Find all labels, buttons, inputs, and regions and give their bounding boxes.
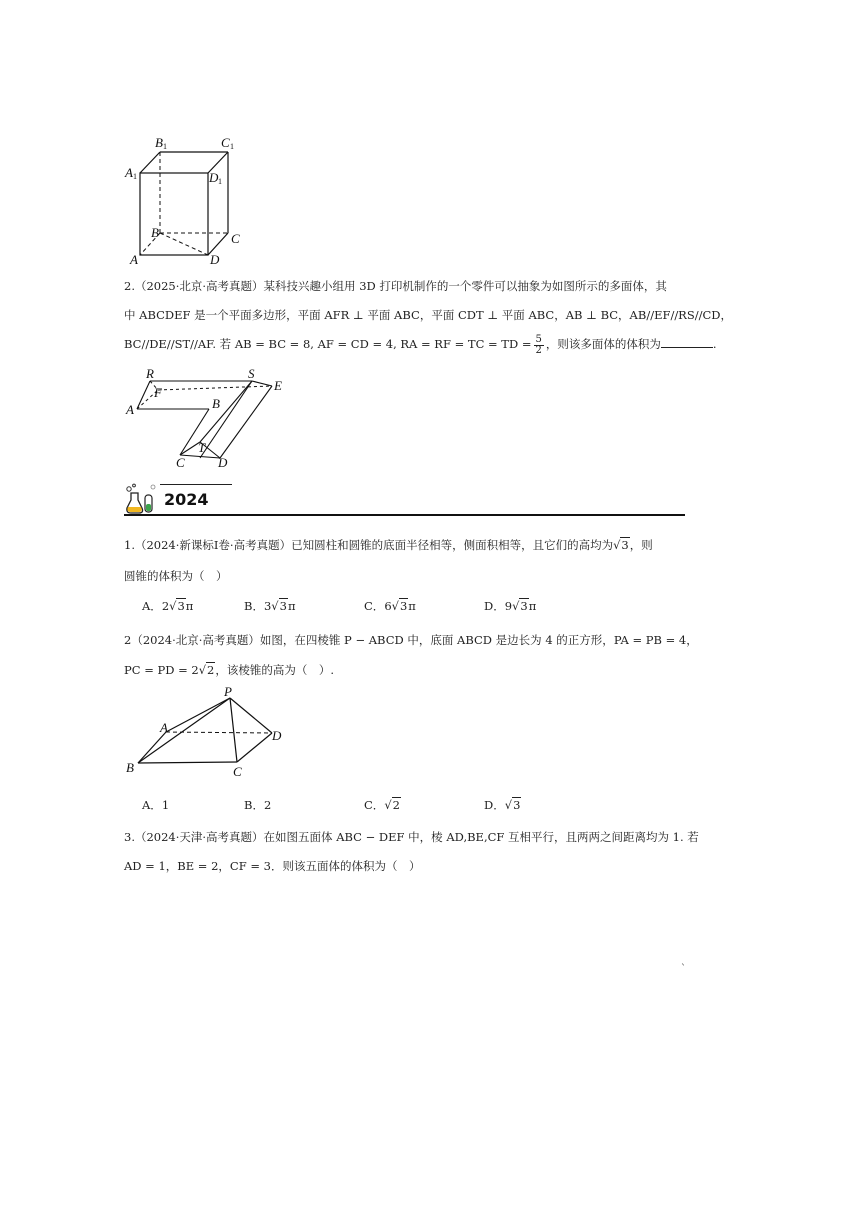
question-2-2025-line-3: BC//DE//ST//AF. 若 AB = BC = 8, AF = CD = 4, RA = RF = TC = TD = $\frac{5}{2}$ ，则该多面体的体积为 . — [124, 333, 717, 356]
label-a: A — [130, 252, 138, 267]
label-a: A — [160, 720, 168, 735]
option-c[interactable]: C．√2 — [364, 798, 400, 812]
option-a[interactable]: A．2√3π — [142, 599, 194, 613]
question-2-2024-line-1: 2（2024·北京·高考真题）如图，在四棱锥 P − ABCD 中，底面 ABCD 是边长为 4 的正方形，PA = PB = 4， — [124, 633, 698, 647]
figure-polyhedron — [120, 362, 295, 472]
label-p: P — [224, 684, 232, 699]
question-3-2024-line-2: AD = 1，BE = 2，CF = 3．则该五面体的体积为（ ） — [124, 859, 421, 873]
question-3-2024-line-1: 3.（2024·天津·高考真题）在如图五面体 ABC − DEF 中，棱 AD,BE,CF 互相平行，且两两之间距离均为 1. 若 — [124, 830, 699, 844]
label-b1: B — [155, 135, 163, 150]
label-b: B — [151, 225, 159, 240]
label-d: D — [218, 455, 228, 470]
section-divider — [124, 514, 685, 516]
label-e: E — [274, 378, 282, 393]
section-year: 2024 — [164, 490, 209, 509]
question-1-2024-line-1: 1.（2024·新课标Ⅰ卷·高考真题）已知圆柱和圆锥的底面半径相等，侧面积相等，且它们的高均为√3，则 — [124, 538, 653, 552]
svg-text:1: 1 — [133, 172, 137, 181]
option-d[interactable]: D．9√3π — [484, 599, 537, 613]
label-c: C — [176, 455, 185, 470]
label-c: C — [231, 231, 240, 246]
label-f: F — [154, 385, 162, 400]
option-c[interactable]: C．6√3π — [364, 599, 416, 613]
label-d: D — [210, 252, 220, 267]
label-d1: D — [209, 170, 219, 185]
label-c1: C — [221, 135, 230, 150]
answer-blank — [661, 336, 713, 348]
svg-text:1: 1 — [218, 177, 222, 186]
label-a: A — [126, 402, 134, 417]
label-t: T — [198, 440, 206, 455]
flask-icon — [124, 483, 160, 517]
question-2-2025-line-2: 中 ABCDEF 是一个平面多边形，平面 AFR ⊥ 平面 ABC，平面 CDT ⊥ 平面 ABC，AB ⊥ BC，AB//EF//RS//CD， — [124, 308, 732, 322]
label-s: S — [248, 366, 255, 381]
section-line-top — [160, 484, 232, 485]
figure-prism-abcd — [120, 130, 260, 270]
svg-text:1: 1 — [163, 142, 167, 151]
figure-pyramid — [120, 683, 290, 783]
label-b: B — [212, 396, 220, 411]
svg-text:1: 1 — [230, 142, 234, 151]
option-d[interactable]: D．√3 — [484, 798, 521, 812]
label-a1: A — [125, 165, 133, 180]
option-b[interactable]: B．3√3π — [244, 599, 296, 613]
question-1-2024-line-2: 圆锥的体积为（ ） — [124, 569, 228, 583]
option-b[interactable]: B．2 — [244, 798, 272, 812]
question-2-2025-line-1: 2.（2025·北京·高考真题）某科技兴趣小组用 3D 打印机制作的一个零件可以抽象为如图所示的多面体，其 — [124, 279, 667, 293]
fraction-five-halves: $\frac{5}{2}$ — [535, 333, 542, 356]
question-2-2024-line-2: PC = PD = 2√2，该棱锥的高为（ ）. — [124, 663, 335, 677]
label-b: B — [126, 760, 134, 775]
stray-mark: ˋ — [681, 964, 686, 975]
option-a[interactable]: A．1 — [142, 798, 170, 812]
label-r: R — [146, 366, 154, 381]
label-d: D — [272, 728, 282, 743]
label-c: C — [233, 764, 242, 779]
